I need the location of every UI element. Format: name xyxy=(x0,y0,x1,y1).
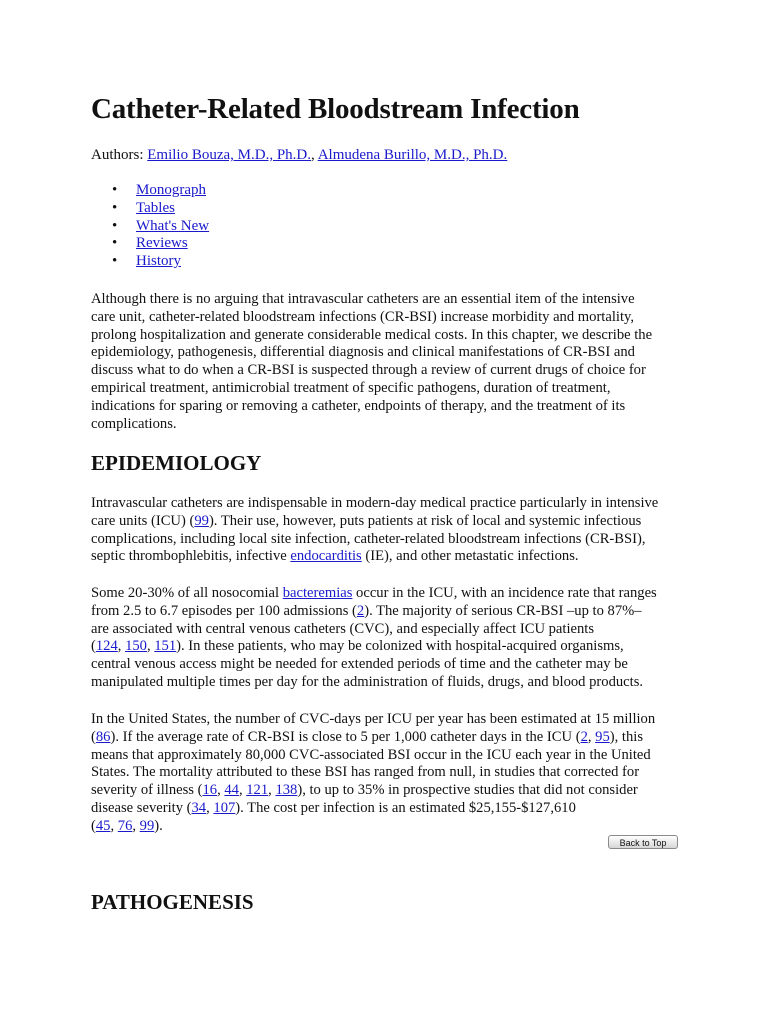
section-nav-list xyxy=(91,182,209,271)
ref-link[interactable]: 107 xyxy=(213,799,236,816)
intro-line: prolong hospitalization and generate considerable medical costs. In this chapter, we describe the xyxy=(91,326,653,343)
text-line: are associated with central venous catheters (CVC), and especially affect ICU patients xyxy=(91,620,595,637)
bacteremias-link[interactable]: bacteremias xyxy=(282,585,353,601)
nav-link-tables[interactable]: Tables xyxy=(136,199,175,216)
text-line: Some 20-30% of all nosocomial bacteremias occur in the ICU, with an incidence rate that ranges xyxy=(91,585,657,601)
intro-line: complications. xyxy=(91,415,177,432)
ref-link[interactable]: 99 xyxy=(139,817,155,834)
section-heading-epidemiology: EPIDEMIOLOGY xyxy=(91,451,262,475)
text-line: from 2.5 to 6.7 episodes per 100 admissions (2). The majority of serious CR-BSI –up to 87%– xyxy=(91,602,642,619)
authors-line: Authors: Emilio Bouza, M.D., Ph.D., Almudena Burillo, M.D., Ph.D. xyxy=(91,147,508,163)
nav-item xyxy=(91,253,209,271)
text-line: care units (ICU) (99). Their use, however, puts patients at risk of local and systemic infectious xyxy=(91,512,642,529)
nav-item xyxy=(91,218,209,236)
author-link-burillo[interactable]: Almudena Burillo, M.D., Ph.D. xyxy=(317,147,508,163)
intro-paragraph xyxy=(91,291,691,433)
epidemiology-paragraph-2 xyxy=(91,585,691,692)
ref-link[interactable]: 16 xyxy=(202,782,218,799)
intro-line: care unit, catheter-related bloodstream infections (CR-BSI) increase morbidity and mortality, xyxy=(91,308,635,325)
ref-link[interactable]: 86 xyxy=(95,728,111,745)
text-line: central venous access might be needed for extended periods of time and the catheter may be xyxy=(91,656,628,673)
ref-link[interactable]: 151 xyxy=(154,638,177,655)
ref-link[interactable]: 45 xyxy=(95,817,111,834)
text-line: means that approximately 80,000 CVC-associated BSI occur in the ICU each year in the United xyxy=(91,746,651,763)
text-line: States. The mortality attributed to these BSI has ranged from null, in studies that corrected for xyxy=(91,764,640,781)
text-line: (86). If the average rate of CR-BSI is close to 5 per 1,000 catheter days in the ICU (2, 95), this xyxy=(91,728,643,745)
nav-item xyxy=(91,235,209,253)
text-line: severity of illness (16, 44, 121, 138), to up to 35% in prospective studies that did not consider xyxy=(91,782,638,799)
text-line: complications, including local site infection, catheter-related bloodstream infections (CR-BSI), xyxy=(91,530,646,547)
ref-link[interactable]: 2 xyxy=(356,602,365,619)
intro-line: Although there is no arguing that intravascular catheters are an essential item of the intensive xyxy=(91,291,635,307)
nav-link-history[interactable]: History xyxy=(136,253,181,270)
text-line: septic thrombophlebitis, infective endocarditis (IE), and other metastatic infections. xyxy=(91,548,579,565)
endocarditis-link[interactable]: endocarditis xyxy=(290,548,362,565)
author-link-bouza[interactable]: Emilio Bouza, M.D., Ph.D. xyxy=(147,147,311,163)
text-line: (45, 76, 99). xyxy=(91,817,163,834)
epidemiology-paragraph-1 xyxy=(91,495,691,566)
ref-link[interactable]: 124 xyxy=(95,638,118,655)
epidemiology-paragraph-3 xyxy=(91,711,691,836)
back-to-top-button[interactable]: Back to Top xyxy=(608,835,678,849)
ref-link[interactable]: 2 xyxy=(580,728,588,745)
ref-link[interactable]: 44 xyxy=(224,782,239,799)
ref-link[interactable]: 138 xyxy=(275,782,298,799)
nav-link-reviews[interactable]: Reviews xyxy=(136,235,188,252)
ref-link[interactable]: 95 xyxy=(595,728,610,745)
ref-link[interactable]: 76 xyxy=(117,817,133,834)
ref-link[interactable]: 99 xyxy=(194,512,209,529)
text-line: (124, 150, 151). In these patients, who may be colonized with hospital-acquired organisms, xyxy=(91,638,624,655)
ref-link[interactable]: 121 xyxy=(246,782,269,799)
nav-item xyxy=(91,200,209,218)
intro-line: empirical treatment, antimicrobial treatment of specific pathogens, duration of treatment, xyxy=(91,379,611,396)
section-heading-pathogenesis: PATHOGENESIS xyxy=(91,890,254,914)
nav-link-monograph[interactable]: Monograph xyxy=(136,182,206,198)
intro-line: indications for sparing or removing a catheter, endpoints of therapy, and the treatment of its xyxy=(91,397,626,414)
nav-item xyxy=(91,182,209,200)
text-line: In the United States, the number of CVC-days per ICU per year has been estimated at 15 million xyxy=(91,711,656,727)
text-line: disease severity (34, 107). The cost per infection is an estimated $25,155-$127,610 xyxy=(91,799,576,816)
intro-line: discuss what to do when a CR-BSI is suspected through a review of current drugs of choice for xyxy=(91,362,646,379)
page-title: Catheter-Related Bloodstream Infection xyxy=(91,93,580,125)
ref-link[interactable]: 150 xyxy=(125,638,147,655)
nav-link-whats-new[interactable]: What's New xyxy=(136,217,210,234)
ref-link[interactable]: 34 xyxy=(191,799,207,816)
text-line: manipulated multiple times per day for the administration of fluids, drugs, and blood products. xyxy=(91,673,644,690)
authors-label: Authors: xyxy=(91,147,144,163)
text-line: Intravascular catheters are indispensable in modern-day medical practice particularly in intensive xyxy=(91,495,659,511)
intro-line: epidemiology, pathogenesis, differential diagnosis and clinical manifestations of CR-BSI and xyxy=(91,344,635,361)
